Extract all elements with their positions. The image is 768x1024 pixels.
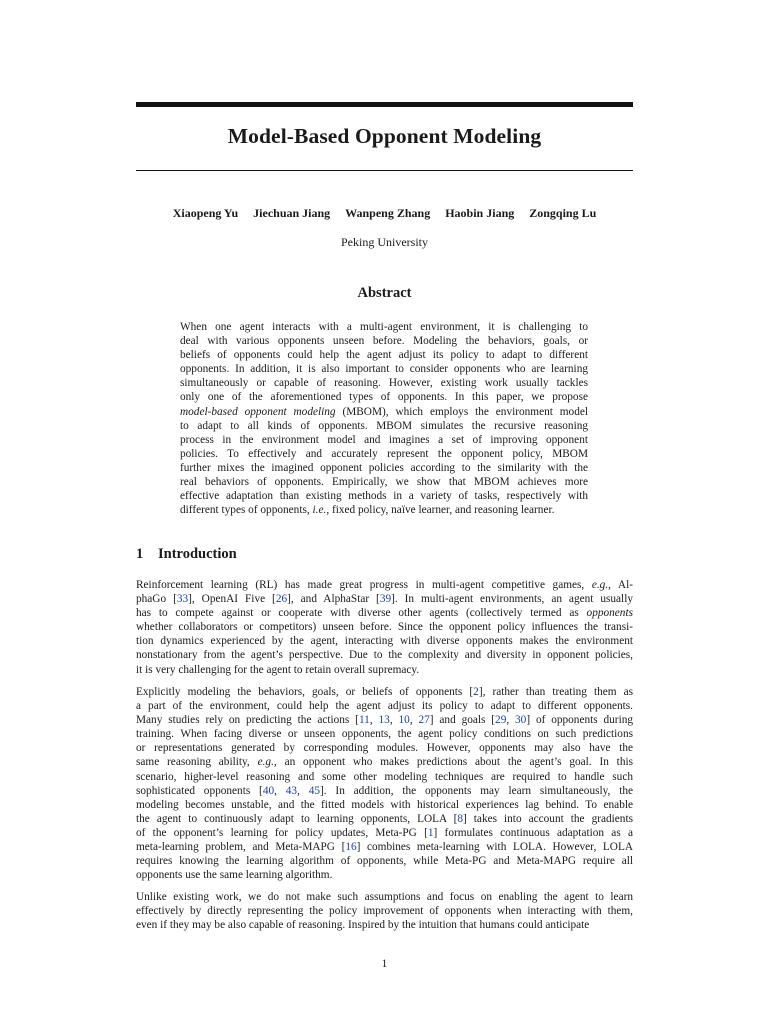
text-line — [136, 648, 633, 662]
text-line — [136, 606, 633, 620]
text-line — [136, 798, 633, 812]
text-line — [136, 840, 633, 854]
text-run: , — [369, 714, 379, 727]
paper-title: Model-Based Opponent Modeling — [227, 124, 542, 148]
text-run: , — [274, 784, 286, 797]
text-run: policies. To effectively and accurately represent the opponent policy, MBOM — [180, 447, 588, 460]
citation-link[interactable]: 11 — [358, 714, 370, 727]
text-line — [136, 741, 633, 755]
text-line — [180, 362, 588, 376]
text-run: opponents. In addition, it is also important to consider opponents who are learning — [180, 363, 588, 376]
text-run: or representations generated by corresponding modules. However, opponents may also have the — [136, 742, 633, 755]
text-run: ], rather than treating them as — [478, 686, 634, 698]
text-run: meta-learning problem, and Meta-MAPG [ — [136, 841, 346, 854]
text-run: ] takes into account the gradients — [463, 812, 633, 825]
text-run: simultaneously or capable of reasoning. However, existing work usually tackles — [180, 377, 588, 390]
emphasis-text: i.e. — [312, 504, 327, 517]
citation-link[interactable]: 29 — [495, 714, 507, 727]
section-heading — [136, 546, 237, 563]
text-run: Unlike existing work, we do not make such assumptions and focus on enabling the agent to learn — [136, 891, 633, 903]
text-run: training. When facing diverse or unseen opponents, the agent policy conditions on such predictions — [136, 728, 633, 741]
text-run: process in the environment model and imagines a set of improving opponent — [180, 433, 588, 446]
text-line — [136, 699, 633, 713]
text-run: , Al- — [608, 579, 633, 591]
text-line — [180, 419, 588, 433]
text-run: effectively by directly representing the policy improvement of opponents when interacting with them, — [136, 905, 633, 918]
text-run: to adapt to all kinds of opponents. MBOM simulates the recursive reasoning — [180, 419, 588, 432]
author-name: Wanpeng Zhang — [345, 206, 431, 220]
text-line — [136, 685, 633, 699]
text-run: effective adaptation than existing methods in a variety of tasks, respectively with — [180, 490, 588, 503]
abstract-body — [180, 320, 588, 517]
citation-link[interactable]: 39 — [379, 593, 392, 606]
text-line — [180, 390, 588, 404]
text-line — [136, 578, 633, 592]
intro-paragraph-3 — [136, 890, 633, 932]
text-run: ] formulates continuous adaptation as a — [433, 826, 633, 839]
citation-link[interactable]: 2 — [473, 686, 479, 698]
page-number: 1 — [381, 958, 388, 970]
emphasis-text: e.g. — [257, 756, 274, 769]
emphasis-text: opponents — [586, 607, 633, 620]
text-line — [180, 376, 588, 390]
section-title: Introduction — [158, 546, 237, 562]
citation-link[interactable]: 30 — [515, 714, 527, 727]
text-run: , — [409, 714, 419, 727]
text-line — [136, 826, 633, 840]
author-name: Zongqing Lu — [529, 206, 597, 220]
text-line — [136, 812, 633, 826]
text-run: deal with various opponents unseen before. Modeling the behaviors, goals, or — [180, 335, 588, 348]
text-run: even if they may be also capable of reasoning. Inspired by the intuition that humans could anticipate — [136, 919, 590, 932]
citation-link[interactable]: 45 — [308, 784, 321, 797]
text-line — [136, 784, 633, 798]
text-run: When one agent interacts with a multi-agent environment, it is challenging to — [180, 321, 588, 333]
text-run: ] combines meta-learning with LOLA. However, LOLA — [356, 841, 634, 854]
text-line — [180, 475, 588, 489]
intro-paragraph-2 — [136, 685, 633, 882]
citation-link[interactable]: 33 — [176, 593, 189, 606]
text-run: beliefs of opponents could help the agent adjust its policy to adapt to different — [180, 349, 588, 362]
text-run: different types of opponents, — [180, 504, 313, 517]
citation-link[interactable]: 26 — [275, 593, 288, 606]
text-line — [136, 663, 633, 677]
text-line — [136, 918, 633, 932]
text-run: sophisticated opponents [ — [136, 784, 263, 797]
text-line — [180, 405, 588, 419]
text-run: only one of the aforementioned types of opponents. In this paper, we propose — [180, 391, 588, 404]
text-line — [136, 727, 633, 741]
text-line — [136, 904, 633, 918]
text-line — [136, 854, 633, 868]
text-run: Reinforcement learning (RL) has made great progress in multi-agent competitive games, — [136, 579, 592, 591]
text-run: , — [506, 714, 516, 727]
text-run: , fixed policy, naïve learner, and reasoning learner. — [326, 504, 555, 517]
citation-link[interactable]: 43 — [285, 784, 298, 797]
author-list — [136, 206, 633, 221]
text-run: ]. In addition, the opponents may learn simultaneously, the — [320, 784, 633, 797]
title-bottom-rule — [136, 170, 633, 171]
text-run: the agent to continuously adapt to learning opponents, LOLA [ — [136, 812, 458, 825]
text-run: ] of opponents during — [526, 714, 633, 727]
author-name: Haobin Jiang — [445, 206, 515, 220]
text-run: phaGo [ — [136, 593, 177, 606]
text-line — [180, 348, 588, 362]
text-line — [180, 334, 588, 348]
text-run: same reasoning ability, — [136, 756, 258, 769]
abstract-heading: Abstract — [357, 285, 412, 301]
author-name: Jiechuan Jiang — [253, 206, 331, 220]
text-line — [136, 890, 633, 904]
text-line — [180, 433, 588, 447]
citation-link[interactable]: 10 — [398, 714, 410, 727]
text-run: , — [389, 714, 399, 727]
text-run: modeling becomes unstable, and the fitted models with historical experiences lag behind. To enable — [136, 798, 633, 811]
text-run: ], and AlphaStar [ — [287, 593, 380, 606]
text-line — [180, 461, 588, 475]
text-run: (MBOM), which employs the environment model — [335, 405, 588, 418]
text-run: , — [297, 784, 309, 797]
text-run: it is very challenging for the agent to retain overall supremacy. — [136, 663, 420, 676]
text-run: of the opponent’s learning for policy updates, Meta-PG [ — [136, 826, 428, 839]
text-run: scenario, higher-level reasoning and some other modeling techniques are required to handle such — [136, 770, 633, 783]
text-run: Many studies rely on predicting the actions [ — [136, 714, 359, 727]
text-run: ], OpenAI Five [ — [188, 593, 276, 606]
text-run: further mixes the imagined opponent policies according to the similarity with the — [180, 461, 588, 474]
citation-link[interactable]: 27 — [418, 714, 430, 727]
section-number: 1 — [136, 546, 144, 562]
text-line — [136, 634, 633, 648]
text-line — [136, 713, 633, 727]
text-run: whether collaborators or competitors) unseen before. Since the opponent policy influences the transi- — [136, 621, 633, 634]
text-run: nonstationary from the agent’s perspective. Due to the complexity and diversity in opponent policies, — [136, 649, 633, 662]
text-line — [180, 447, 588, 461]
intro-paragraph-1 — [136, 578, 633, 677]
text-line — [136, 770, 633, 784]
citation-link[interactable]: 16 — [345, 841, 357, 854]
text-line — [180, 320, 588, 334]
emphasis-text: model-based opponent modeling — [180, 405, 336, 418]
text-run: tion dynamics experienced by the agent, interacting with diverse opponents makes the environment — [136, 635, 633, 648]
text-run: a part of the environment, could help the agent adjust its policy to adapt to different opponents. — [136, 700, 633, 713]
citation-link[interactable]: 13 — [378, 714, 390, 727]
text-line — [136, 755, 633, 769]
affiliation: Peking University — [341, 235, 428, 249]
text-run: real behaviors of opponents. Empirically, we show that MBOM achieves more — [180, 476, 588, 489]
text-line — [136, 868, 633, 882]
text-run: requires knowing the learning algorithm of opponents, while Meta-PG and Meta-MAPG require all — [136, 855, 633, 868]
emphasis-text: e.g. — [591, 579, 609, 591]
text-line — [180, 503, 588, 517]
text-run: Explicitly modeling the behaviors, goals, or beliefs of opponents [ — [136, 686, 474, 698]
text-run: opponents use the same learning algorithm. — [136, 869, 333, 882]
citation-link[interactable]: 8 — [457, 812, 464, 825]
text-line — [136, 592, 633, 606]
author-name: Xiaopeng Yu — [172, 206, 239, 220]
text-run: ]. In multi-agent environments, an agent usually — [391, 593, 633, 606]
text-run: has to compete against or cooperate with diverse other agents (collectively termed as — [136, 607, 587, 620]
title-top-rule — [136, 102, 633, 107]
text-line — [136, 620, 633, 634]
text-run: , an opponent who makes predictions about the agent’s goal. In this — [273, 756, 634, 769]
citation-link[interactable]: 40 — [262, 784, 275, 797]
text-run: ] and goals [ — [429, 714, 496, 727]
text-line — [180, 489, 588, 503]
citation-link[interactable]: 1 — [427, 826, 434, 839]
